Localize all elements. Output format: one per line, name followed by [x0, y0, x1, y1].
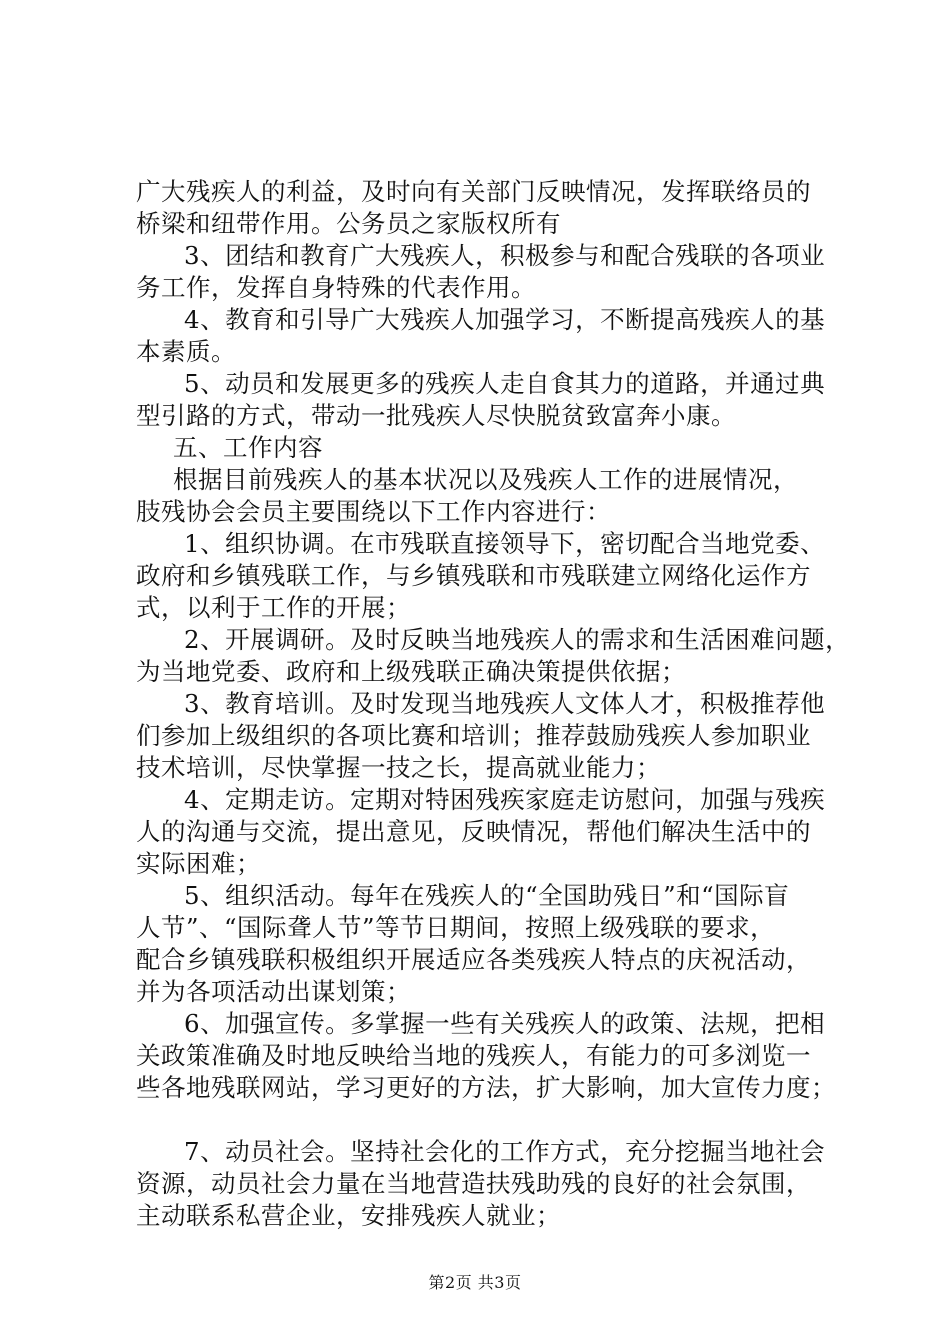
paragraph-line: 根据目前残疾人的基本状况以及残疾人工作的进展情况， [173, 465, 798, 494]
paragraph-line: 资源，动员社会力量在当地营造扶残助残的良好的社会氛围， [136, 1169, 811, 1198]
paragraph-line: 技术培训，尽快掌握一技之长，提高就业能力； [136, 753, 661, 782]
paragraph-line: 政府和乡镇残联工作，与乡镇残联和市残联建立网络化运作方 [136, 561, 811, 590]
paragraph-line: 2、开展调研。及时反映当地残疾人的需求和生活困难问题， [184, 625, 851, 654]
paragraph-line: 些各地残联网站，学习更好的方法，扩大影响，加大宣传力度； [136, 1073, 836, 1102]
page-footer: 第2页 共3页 [428, 1273, 522, 1292]
paragraph-line: 7、动员社会。坚持社会化的工作方式，充分挖掘当地社会 [184, 1137, 826, 1166]
paragraph-line: 式，以利于工作的开展； [136, 593, 411, 622]
paragraph-line: 务工作，发挥自身特殊的代表作用。 [136, 273, 536, 302]
paragraph-line: 实际困难； [136, 849, 261, 878]
paragraph-line: 3、教育培训。及时发现当地残疾人文体人才，积极推荐他 [184, 689, 826, 718]
paragraph-spacer [136, 1104, 836, 1136]
paragraph-line: 本素质。 [136, 337, 236, 366]
paragraph-line: 为当地党委、政府和上级残联正确决策提供依据； [136, 657, 686, 686]
paragraph-line: 广大残疾人的利益，及时向有关部门反映情况，发挥联络员的 [136, 177, 811, 206]
document-body [136, 176, 851, 1232]
paragraph-line: 5、组织活动。每年在残疾人的“全国助残日”和“国际盲 [184, 881, 790, 910]
paragraph-line: 1、组织协调。在市残联直接领导下，密切配合当地党委、 [184, 529, 826, 558]
paragraph-line: 3、团结和教育广大残疾人，积极参与和配合残联的各项业 [184, 241, 826, 270]
section-heading: 五、工作内容 [173, 433, 323, 462]
paragraph-line: 桥梁和纽带作用。公务员之家版权所有 [136, 209, 561, 238]
paragraph-line: 肢残协会会员主要围绕以下工作内容进行： [136, 497, 611, 526]
paragraph-line: 关政策准确及时地反映给当地的残疾人，有能力的可多浏览一 [136, 1041, 811, 1070]
paragraph-line: 型引路的方式，带动一批残疾人尽快脱贫致富奔小康。 [136, 401, 736, 430]
paragraph-line: 主动联系私营企业，安排残疾人就业； [136, 1201, 561, 1230]
paragraph-line: 们参加上级组织的各项比赛和培训；推荐鼓励残疾人参加职业 [136, 721, 811, 750]
paragraph-line: 4、教育和引导广大残疾人加强学习，不断提高残疾人的基 [184, 305, 826, 334]
paragraph-line: 6、加强宣传。多掌握一些有关残疾人的政策、法规，把相 [184, 1009, 826, 1038]
paragraph-line: 4、定期走访。定期对特困残疾家庭走访慰问，加强与残疾 [184, 785, 826, 814]
paragraph-line: 配合乡镇残联积极组织开展适应各类残疾人特点的庆祝活动， [136, 945, 811, 974]
paragraph-line: 人的沟通与交流，提出意见，反映情况，帮他们解决生活中的 [136, 817, 811, 846]
paragraph-line: 并为各项活动出谋划策； [136, 977, 411, 1006]
paragraph-line: 人节”、“国际聋人节”等节日期间，按照上级残联的要求， [136, 913, 776, 942]
paragraph-line: 5、动员和发展更多的残疾人走自食其力的道路，并通过典 [184, 369, 826, 398]
